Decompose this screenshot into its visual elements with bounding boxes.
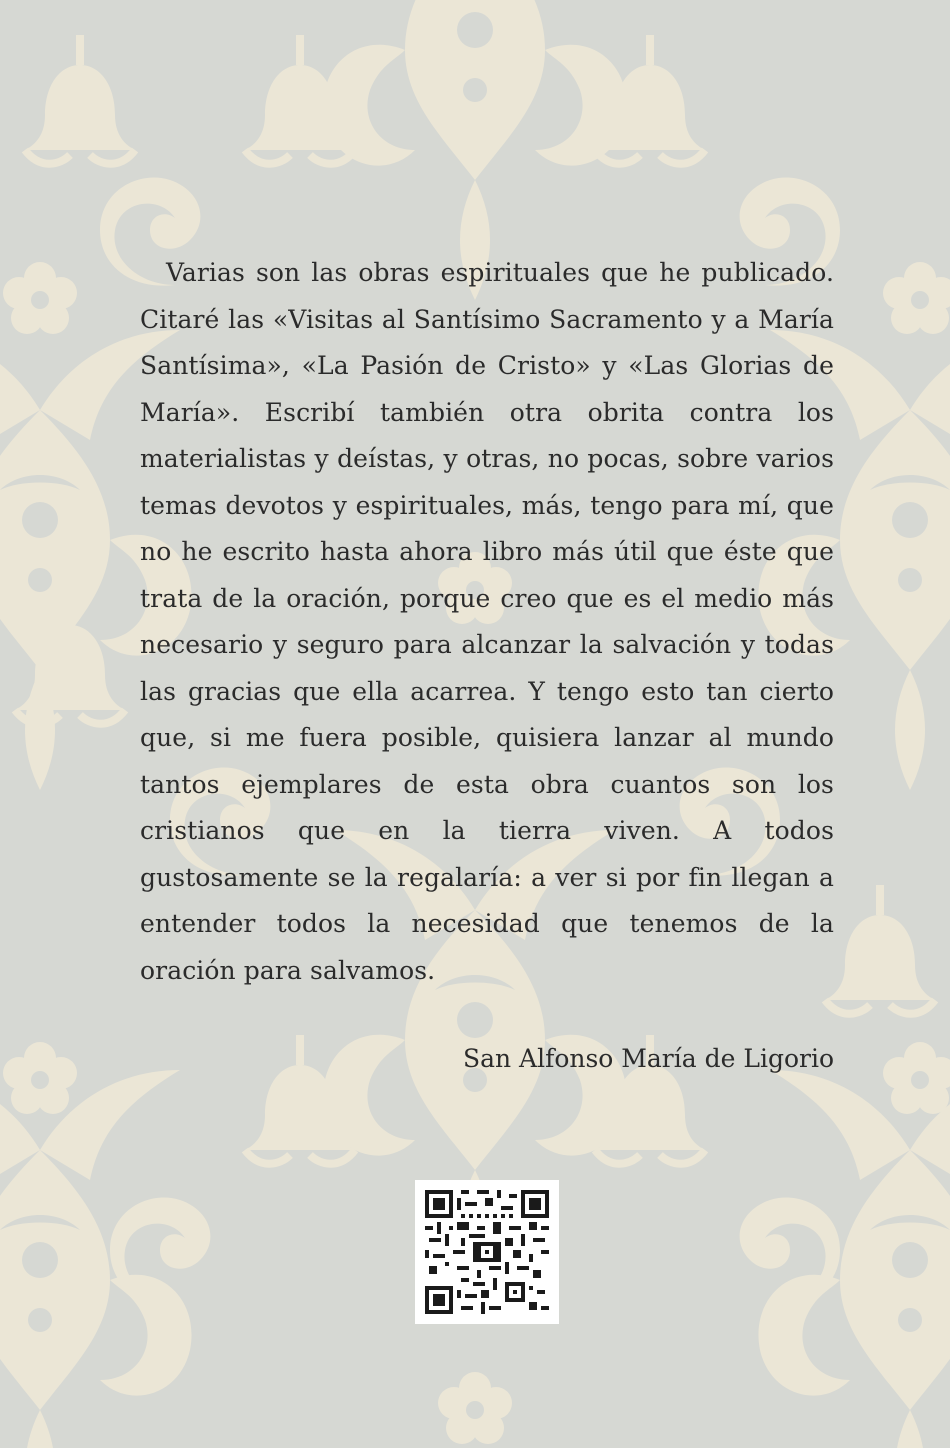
qr-code-icon [425, 1190, 549, 1314]
quote-paragraph: Varias son las obras espirituales que he publicado. Citaré las «Visitas al Santísimo Sacramento y a María Santísima», «La Pasión de Cristo» y «Las Glorias de María». Escribí también otra obrita contra los materialistas y deístas, y otras, no pocas, sobre varios temas devotos y espirituales, más, tengo para mí, que no he escrito hasta ahora libro más útil que éste que trata de la oración, porque creo que es el medio más necesario y seguro para alcanzar la salvación y todas las gracias que ella acarrea. Y tengo esto tan cierto que, si me fuera posible, quisiera lanzar al mundo tantos ejemplares de esta obra cuantos son los cristianos que en la tierra viven. A todos gustosamente se la regalaría: a ver si por fin llegan a entender todos la necesidad que tenemos de la oración para salvamos. [140, 258, 834, 985]
quote-author: San Alfonso María de Ligorio [462, 1044, 834, 1073]
qr-code[interactable] [415, 1180, 559, 1324]
